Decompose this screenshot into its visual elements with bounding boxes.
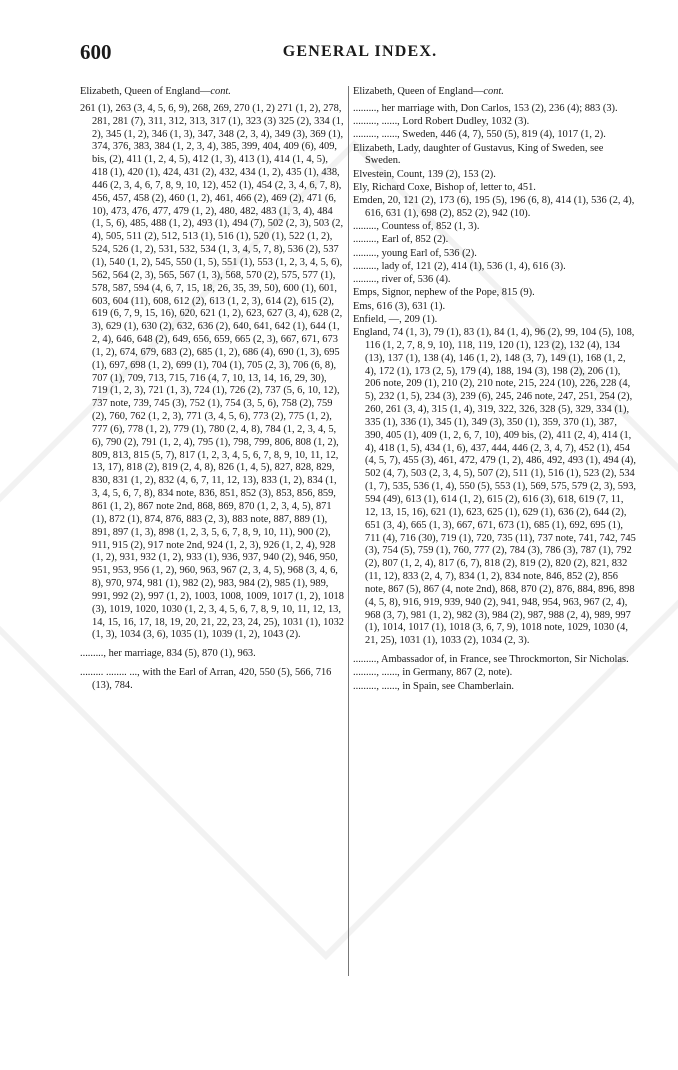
index-entry-text: ........., ......, in Germany, 867 (2, note). xyxy=(353,667,513,679)
page-number: 600 xyxy=(80,40,112,64)
index-entry xyxy=(80,103,344,642)
index-entry xyxy=(353,234,636,247)
index-entry xyxy=(353,681,636,694)
index-entry xyxy=(353,103,636,116)
index-entry-text: ........., ......, in Spain, see Chamberlain. xyxy=(353,680,515,692)
index-entry xyxy=(353,195,636,221)
index-entry-text: Elizabeth, Queen of England— xyxy=(353,86,484,97)
index-entry-text: Enfield, —, 209 (1). xyxy=(353,313,438,325)
index-entry-text: ........., ......, Sweden, 446 (4, 7), 550 (5), 819 (4), 1017 (1, 2). xyxy=(353,129,606,141)
index-column-right xyxy=(353,86,636,694)
index-entry-text: Elizabeth, Lady, daughter of Gustavus, King of Sweden, see Sweden. xyxy=(353,142,604,167)
index-entry-text: ........., Countess of, 852 (1, 3). xyxy=(353,221,480,233)
index-entry xyxy=(353,314,636,327)
index-entry xyxy=(353,287,636,300)
index-entry xyxy=(353,129,636,142)
index-entry-text: Ems, 616 (3), 631 (1). xyxy=(353,300,446,312)
index-entry xyxy=(353,116,636,129)
index-entry-text: ........., river of, 536 (4). xyxy=(353,274,451,286)
index-entry-text: Emden, 20, 121 (2), 173 (6), 195 (5), 196 (6, 8), 414 (1), 536 (2, 4), 616, 631 (1), 698 (2), 852 (2), 942 (10). xyxy=(353,195,635,219)
continued-marker: cont. xyxy=(483,86,504,97)
index-entry-text: England, 74 (1, 3), 79 (1), 83 (1), 84 (1, 4), 96 (2), 99, 104 (5), 108, 116 (1, 2, 7, 8, 9, 10), 118, 119, 120 (1), 123 (2), 132 (4), 134 (13), 137 (1), 138 (4), 146 (1, 2), 148 (3, 7), 149 (1), 168 (1, 2, 4), 172 (1), 173 (2, 5), 179 (4), 188, 194 (3), 198 (2), 206 (1), 206 note, 209 (1), 210 (2), 210 note, 215, 224 (10), 226, 228 (4, 5), 232 (1, 5), 234 (3), 239 (6), 245, 246 note, 247, 251, 254 (2), 260, 261 (3, 4), 315 (1, 4), 319, 322, 326, 328 (5), 329, 334 (1), 335 (1), 336 (1), 345 (1), 349 (3), 350 (1), 359, 370 (1), 387, 390, 405 (1), 409 (1, 2, 6, 7, 10), 409 bis, (2), 411 (2, 4), 414 (1, 4), 418 (1, 5), 434 (1, 6), 437, 444, 446 (2, 3, 4, 7), 452 (1), 454 (4, 5, 7), 455 (3), 461, 472, 479 (1, 2), 486, 492, 493 (1), 494 (4), 502 (4, 7), 503 (2, 3, 4, 5), 507 (2), 511 (1), 516 (1), 523 (2), 534 (1, 7), 535, 536 (1, 4), 550 (5), 553 (1), 569, 575, 579 (2, 3), 593, 594 (49), 613 (1), 614 (1, 2), 615 (2), 616 (3), 618, 619 (7, 11, 12, 13, 15, 16), 621 (1), 623, 625 (1), 629 (1), 636 (2), 644 (2), 651 (3, 4), 665 (1, 3), 667, 671, 673 (1), 685 (1), 692, 695 (1), 711 (4), 716 (30), 719 (1), 720, 735 (11), 737 note, 741, 742, 745 (3), 754 (5), 759 (1), 760, 777 (2), 784 (3), 786 (3), 787 (1), 792 (2), 807 (1, 2, 4), 817 (6, 7), 818 (2), 819 (2), 820 (2), 821, 832 (11, 12), 833 (2, 4, 7), 834 (1, 2), 834 note, 846, 852 (2), 856 note, 867 (5), 867 (4, note 2nd), 868, 870 (2), 876, 884, 896, 898 (4, 5, 8), 916, 919, 939, 940 (2), 941, 948, 954, 963, 967 (2, 4), 968 (3, 7), 981 (1, 2), 982 (3), 984 (2), 987, 988 (2, 4), 989, 997 (1), 1014, 1017 (1), 1018 (3, 6, 7, 9), 1018 note, 1029, 1030 (4, 21, 25), 1031 (1), 1033 (2), 1034 (2, 3). xyxy=(353,327,636,647)
index-entry-text: ........., Ambassador of, in France, see Throckmorton, Sir Nicholas. xyxy=(353,654,629,666)
index-entry-text: ......... ........ ..., with the Earl of Arran, 420, 550 (5), 566, 716 (13), 784. xyxy=(80,667,332,691)
index-entry xyxy=(80,648,344,661)
continued-marker: cont. xyxy=(210,86,231,97)
index-entry-text: ........., Earl of, 852 (2). xyxy=(353,234,449,246)
index-entry xyxy=(353,667,636,680)
index-entry-text: Ely, Richard Coxe, Bishop of, letter to, 451. xyxy=(353,181,536,193)
index-entry-text: Emps, Signor, nephew of the Pope, 815 (9). xyxy=(353,287,535,299)
index-entry xyxy=(353,182,636,195)
index-column-left xyxy=(80,86,344,693)
index-entry xyxy=(80,86,344,99)
index-entry-text: 261 (1), 263 (3, 4, 5, 6, 9), 268, 269, 270 (1, 2) 271 (1, 2), 278, 281, 281 (7), 311, 312, 313, 317 (1), 323 (3) 325 (2), 334 (1, 2), 345 (1, 2), 346 (1, 3), 347, 348 (2, 3, 4), 349 (3), 369 (1), 374, 376, 383, 384 (1, 2, 3, 4), 385, 399, 404, 409 (6), 409, bis, (2), 411 (1, 2, 4, 5), 412 (1, 3), 413 (1), 414 (1, 4, 5), 418 (1), 420 (1), 424, 431 (2), 432, 434 (1, 2), 435 (1), 438, 446 (2, 3, 4, 6, 7, 8, 9, 10, 12), 452 (1), 454 (2, 3, 4, 6, 7, 8), 456, 457, 458 (2), 460 (1, 2), 461, 466 (2), 469 (2), 471 (6, 10), 473, 476, 477, 479 (1, 2), 480, 482, 483 (1, 3, 4), 484 (1, 5, 6), 485, 488 (1, 2), 493 (1), 494 (7), 502 (2, 3), 503 (2, 4), 505, 511 (2), 512, 513 (1), 516 (1), 520 (1), 522 (1, 2), 524, 526 (1, 2), 531, 532, 534 (1, 3, 4, 5, 7, 8), 536 (2), 537 (1), 540 (1, 2), 545, 550 (1, 5), 551 (1), 553 (1, 2, 3, 4, 5, 6), 562, 564 (2, 3), 565, 567 (1, 3), 568, 570 (2), 575, 577 (1), 578, 587, 594 (4, 6, 7, 15, 18, 26, 35, 39, 50), 600 (1), 601, 603, 604 (11), 608, 612 (2), 613 (1, 2, 3), 614 (2), 615 (2), 619 (6, 7, 9, 15, 16), 620, 621 (1, 2), 623, 627 (3, 4), 628 (2, 3), 629 (1), 630 (2), 632, 636 (2), 640, 641, 642 (1), 644 (1, 2, 4), 646, 648 (2), 649, 656, 659, 665 (2, 3), 667, 671, 673 (1, 2), 674, 679, 683 (2), 685 (1, 2), 686 (4), 690 (1, 3), 695 (1), 697, 698 (1, 2), 699 (1), 704 (1), 705 (2, 3), 706 (6, 8), 707 (1), 709, 713, 715, 716 (4, 7, 10, 13, 14, 16, 29, 30), 719 (1, 2, 3), 721 (1, 3), 724 (1), 726 (2), 737 (5, 6, 10, 12), 737 note, 739, 745 (3), 752 (1), 754 (3, 5, 6), 758 (2), 759 (2), 760, 762 (1, 2, 3), 771 (3, 4, 5, 6), 773 (2), 775 (1, 2), 777 (6), 778 (1, 2), 779 (1), 780 (2, 4, 8), 784 (1, 2, 3, 4, 5, 6), 790 (2), 791 (1, 2, 4), 795 (1), 798, 799, 806, 808 (1, 2), 809, 813, 815 (5, 7), 817 (1, 2, 3, 4, 5, 6, 7, 8, 9, 10, 11, 12, 13, 17), 818 (2), 819 (2, 4, 8), 826 (1, 4, 5), 827, 828, 829, 830, 831 (1, 2), 832 (4, 6, 7, 11, 12, 13), 833 (1, 2), 834 (1, 3, 4, 5, 6, 7, 8), 834 note, 836, 851, 852 (3), 853, 856, 859, 861 (1, 2), 867 note 2nd, 868, 869, 870 (1, 2, 3, 4, 5), 871 (1), 872 (1), 874, 876, 883 (2, 3), 883 note, 887, 889 (1), 891, 897 (1, 3), 898 (1, 2, 3, 5, 6, 7, 8, 9, 10, 11), 900 (2), 911, 915 (2), 917 note 2nd, 924 (1, 2, 3), 926 (1, 2, 4), 928 (1, 2), 931, 932 (1, 2), 933 (1), 936, 937, 940 (2), 946, 950, 951, 953, 956 (1, 2), 960, 963, 967 (2, 3, 4, 5), 968 (3, 4, 6, 8), 970, 974, 981 (1), 982 (2), 983, 984 (2), 985 (1), 989, 991, 992 (2), 997 (1, 2), 1003, 1008, 1009, 1017 (1, 2), 1018 (3), 1019, 1020, 1030 (1, 2, 3, 4, 5, 6, 7, 8, 9, 10, 11, 12, 13, 14, 15, 16, 17, 18, 19, 20, 21, 22, 23, 24, 25), 1031 (1), 1032 (1, 3), 1034 (3, 6), 1035 (1), 1039 (1, 2), 1043 (2). xyxy=(80,102,344,641)
index-entry xyxy=(353,654,636,667)
index-entry xyxy=(353,248,636,261)
index-entry-text: ........., ......, Lord Robert Dudley, 1032 (3). xyxy=(353,116,530,128)
index-entry xyxy=(353,169,636,182)
index-entry xyxy=(353,221,636,234)
index-entry-text: Elizabeth, Queen of England— xyxy=(80,86,211,97)
index-entry-text: ........., her marriage, 834 (5), 870 (1), 963. xyxy=(80,648,256,660)
index-entry xyxy=(353,327,636,648)
index-entry xyxy=(353,261,636,274)
running-title: GENERAL INDEX. xyxy=(282,43,438,60)
index-entry xyxy=(353,143,636,169)
page-header xyxy=(80,40,640,66)
index-entry-text: ........., her marriage with, Don Carlos, 153 (2), 236 (4); 883 (3). xyxy=(353,102,618,114)
index-entry xyxy=(353,301,636,314)
index-entry xyxy=(353,274,636,287)
column-divider xyxy=(348,86,349,976)
index-entry-text: Elvestein, Count, 139 (2), 153 (2). xyxy=(353,168,496,180)
index-entry xyxy=(80,667,344,693)
index-entry xyxy=(353,86,636,99)
index-entry-text: ........., lady of, 121 (2), 414 (1), 536 (1, 4), 616 (3). xyxy=(353,260,566,272)
index-entry-text: ........., young Earl of, 536 (2). xyxy=(353,247,477,259)
